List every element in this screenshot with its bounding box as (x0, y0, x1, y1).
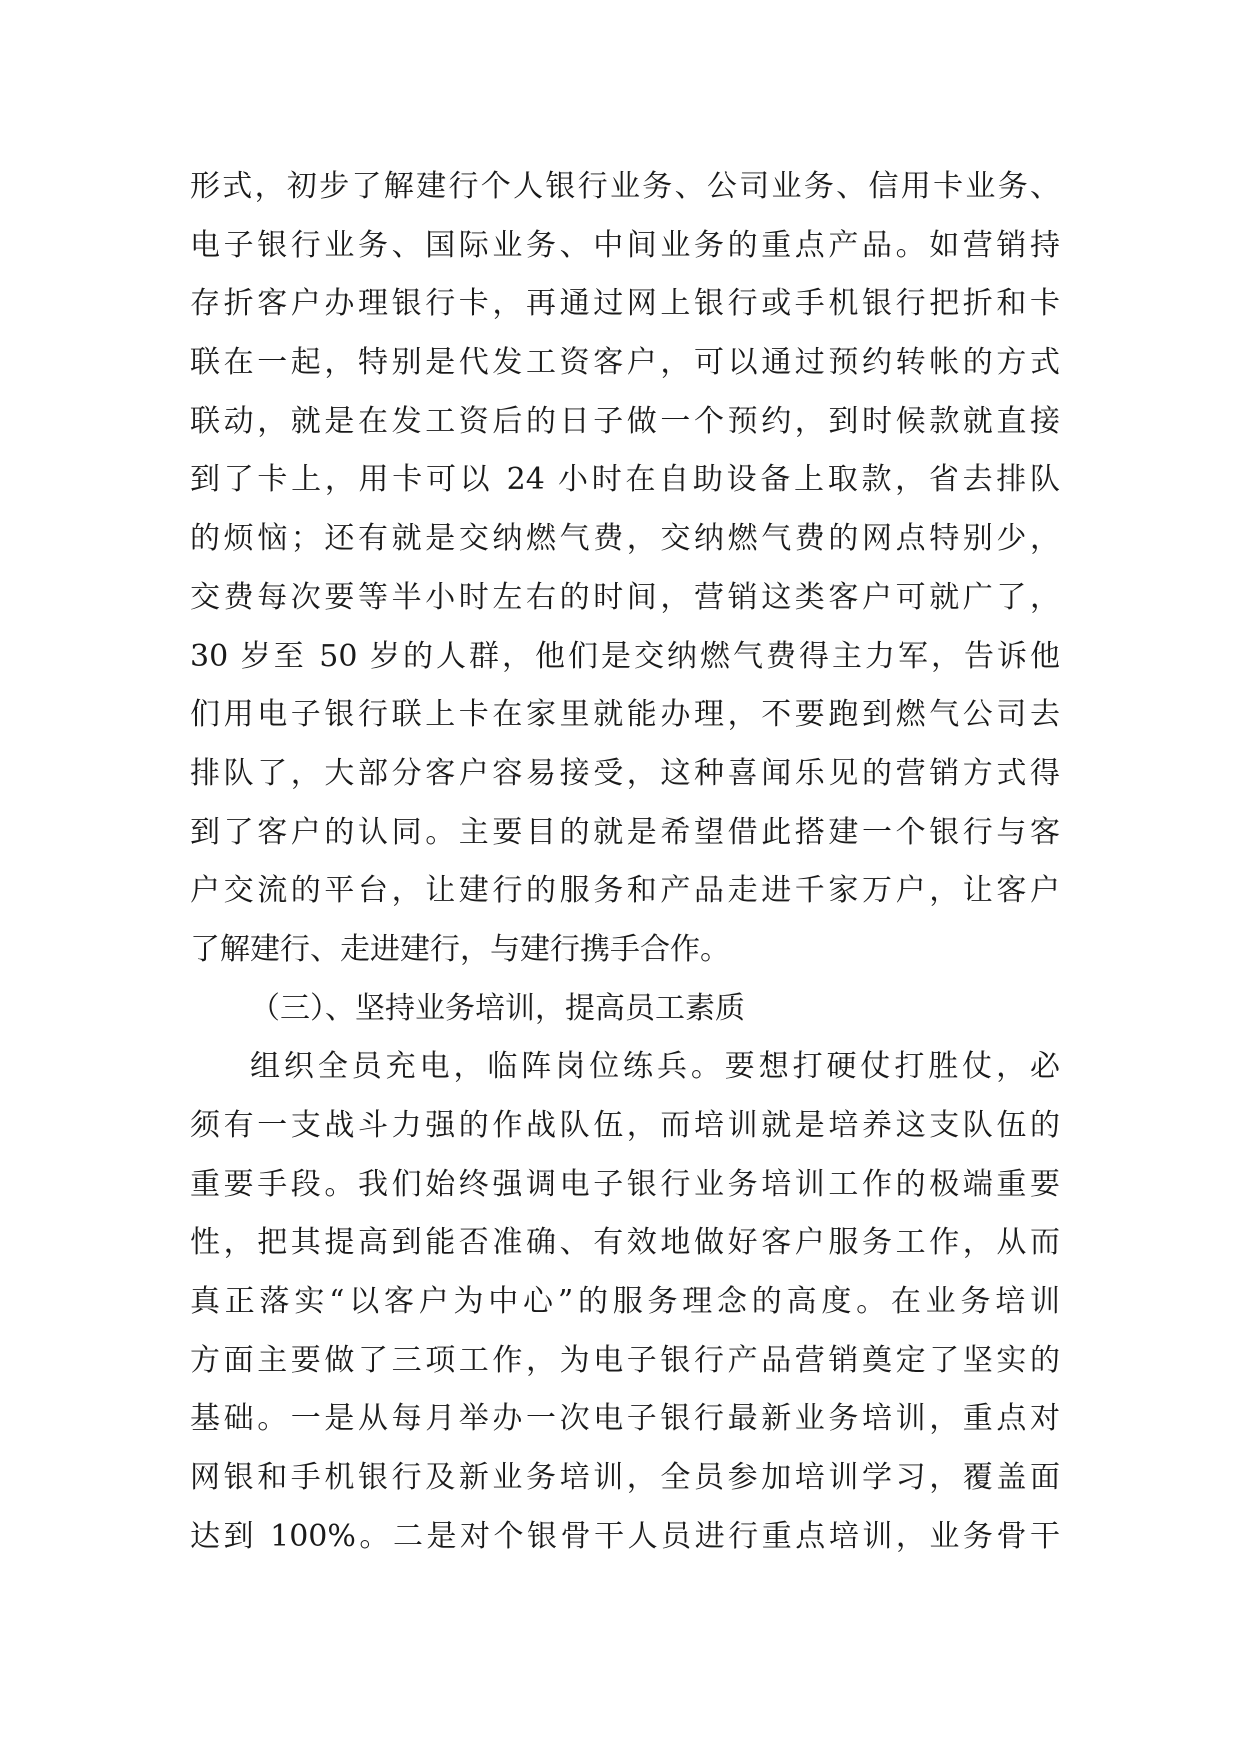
paragraph-line: 存折客户办理银行卡，再通过网上银行或手机银行把折和卡 (190, 286, 1060, 322)
paragraph-line: 排队了，大部分客户容易接受，这种喜闻乐见的营销方式得 (190, 755, 1060, 791)
body-text (190, 158, 1060, 1567)
paragraph-line: 们用电子银行联上卡在家里就能办理，不要跑到燃气公司去 (190, 697, 1060, 733)
paragraph-line: 组织全员充电，临阵岗位练兵。要想打硬仗打胜仗，必 (250, 1049, 1060, 1085)
paragraph-line: 的烦恼；还有就是交纳燃气费，交纳燃气费的网点特别少， (190, 521, 1060, 557)
paragraph-line: 须有一支战斗力强的作战队伍，而培训就是培养这支队伍的 (190, 1108, 1060, 1143)
paragraph-line: 了解建行、走进建行，与建行携手合作。 (190, 931, 730, 967)
paragraph-line: 到了客户的认同。主要目的就是希望借此搭建一个银行与客 (190, 814, 1060, 850)
paragraph-line: 形式，初步了解建行个人银行业务、公司业务、信用卡业务、 (190, 169, 1060, 204)
paragraph-line: 联在一起，特别是代发工资客户，可以通过预约转帐的方式 (190, 345, 1060, 381)
section-heading: （三）、坚持业务培训，提高员工素质 (250, 990, 745, 1026)
paragraph-line: 30 岁至 50 岁的人群，他们是交纳燃气费得主力军，告诉他 (190, 638, 1060, 674)
paragraph-line: 真正落实“以客户为中心”的服务理念的高度。在业务培训 (190, 1284, 1060, 1320)
paragraph-line: 交费每次要等半小时左右的时间，营销这类客户可就广了， (190, 579, 1060, 615)
paragraph-line: 电子银行业务、国际业务、中间业务的重点产品。如营销持 (190, 227, 1060, 263)
paragraph-line: 到了卡上，用卡可以 24 小时在自助设备上取款，省去排队 (190, 462, 1060, 498)
paragraph-line: 联动，就是在发工资后的日子做一个预约，到时候款就直接 (190, 403, 1060, 439)
paragraph-line: 网银和手机银行及新业务培训，全员参加培训学习，覆盖面 (190, 1460, 1060, 1496)
paragraph-line: 户交流的平台，让建行的服务和产品走进千家万户，让客户 (190, 873, 1060, 909)
paragraph-line: 重要手段。我们始终强调电子银行业务培训工作的极端重要 (190, 1166, 1060, 1202)
paragraph-line: 性，把其提高到能否准确、有效地做好客户服务工作，从而 (190, 1225, 1060, 1261)
paragraph-line: 方面主要做了三项工作，为电子银行产品营销奠定了坚实的 (190, 1342, 1060, 1378)
paragraph-line: 基础。一是从每月举办一次电子银行最新业务培训，重点对 (190, 1401, 1060, 1437)
paragraph-line: 达到 100%。二是对个银骨干人员进行重点培训，业务骨干 (190, 1518, 1060, 1554)
